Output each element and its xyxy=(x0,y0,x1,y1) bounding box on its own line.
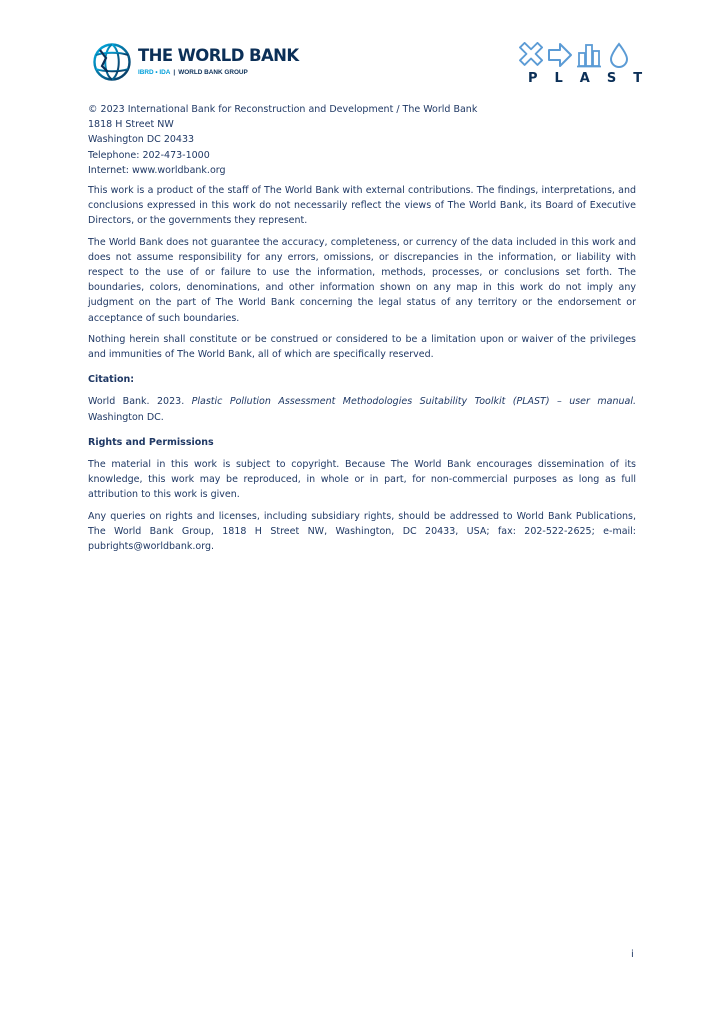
citation-text xyxy=(88,394,636,424)
page-header xyxy=(92,40,660,90)
telephone-line: Telephone: 202-473-1000 xyxy=(88,149,210,161)
plast-icon-row xyxy=(518,42,632,68)
bar-chart-icon xyxy=(577,45,601,67)
address-block xyxy=(88,102,636,178)
citation-prefix: World Bank. 2023. xyxy=(88,396,192,408)
ibrd-ida-label: IBRD • IDA xyxy=(138,69,171,76)
subtitle-separator: | xyxy=(173,69,176,76)
city-line: Washington DC 20433 xyxy=(88,134,195,146)
rights-heading: Rights and Permissions xyxy=(88,436,214,448)
citation-heading: Citation: xyxy=(88,374,135,386)
rights-paragraph-1: The material in this work is subject to copyright. Because The World Bank encourages dissemination of its knowledge, this work may be reproduced, in whole or in part, for non-commercial purposes as long as full attribution to this work is given. xyxy=(88,459,636,501)
street-line: 1818 H Street NW xyxy=(88,119,174,131)
disclaimer-paragraph-2: The World Bank does not guarantee the accuracy, completeness, or currency of the data included in this work and does not assume responsibility for any errors, omissions, or discrepancies in the information, or liability with respect to the use of or failure to use the information, methods, processes, or conclusions set forth. The boundaries, colors, denominations, and other information shown on any map in this work do not imply any judgment on the part of The World Bank concerning the legal status of any territory or the endorsement or acceptance of such boundaries. xyxy=(88,236,636,324)
disclaimer-paragraph-3: Nothing herein shall constitute or be construed or considered to be a limitation upon or waiver of the privileges and immunities of The World Bank, all of which are specifically reserved. xyxy=(88,333,636,361)
copyright-line: © 2023 International Bank for Reconstruction and Development / The World Bank xyxy=(88,104,478,115)
arrow-right-icon xyxy=(549,44,571,66)
citation-suffix: Washington DC. xyxy=(88,411,164,423)
world-bank-subtitle xyxy=(138,69,248,76)
plast-wordmark: PLAST xyxy=(528,71,660,86)
page-number: i xyxy=(631,949,634,960)
world-bank-title: THE WORLD BANK xyxy=(138,46,299,65)
globe-icon xyxy=(92,42,132,82)
rights-paragraph-2: Any queries on rights and licenses, including subsidiary rights, should be addressed to World Bank Publications, The World Bank Group, 1818 H Street NW, Washington, DC 20433, USA; fax: 202-522-2625; e-mail: pubrights@worldbank.org. xyxy=(88,510,636,553)
disclaimer-paragraph-1: This work is a product of the staff of The World Bank with external contributions. The findings, interpretations, and conclusions expressed in this work do not necessarily reflect the views of The World Bank, its Board of Executive Directors, or the governments they represent. xyxy=(88,185,636,227)
world-bank-logo xyxy=(92,40,322,86)
plast-logo xyxy=(516,40,660,88)
internet-line: Internet: www.worldbank.org xyxy=(88,164,226,176)
page-content xyxy=(88,102,636,560)
x-cross-icon xyxy=(520,43,542,65)
citation-title: Plastic Pollution Assessment Methodologies Suitability Toolkit (PLAST) – user manual. xyxy=(191,396,636,408)
droplet-icon xyxy=(611,44,627,67)
world-bank-group-label: WORLD BANK GROUP xyxy=(178,69,248,76)
